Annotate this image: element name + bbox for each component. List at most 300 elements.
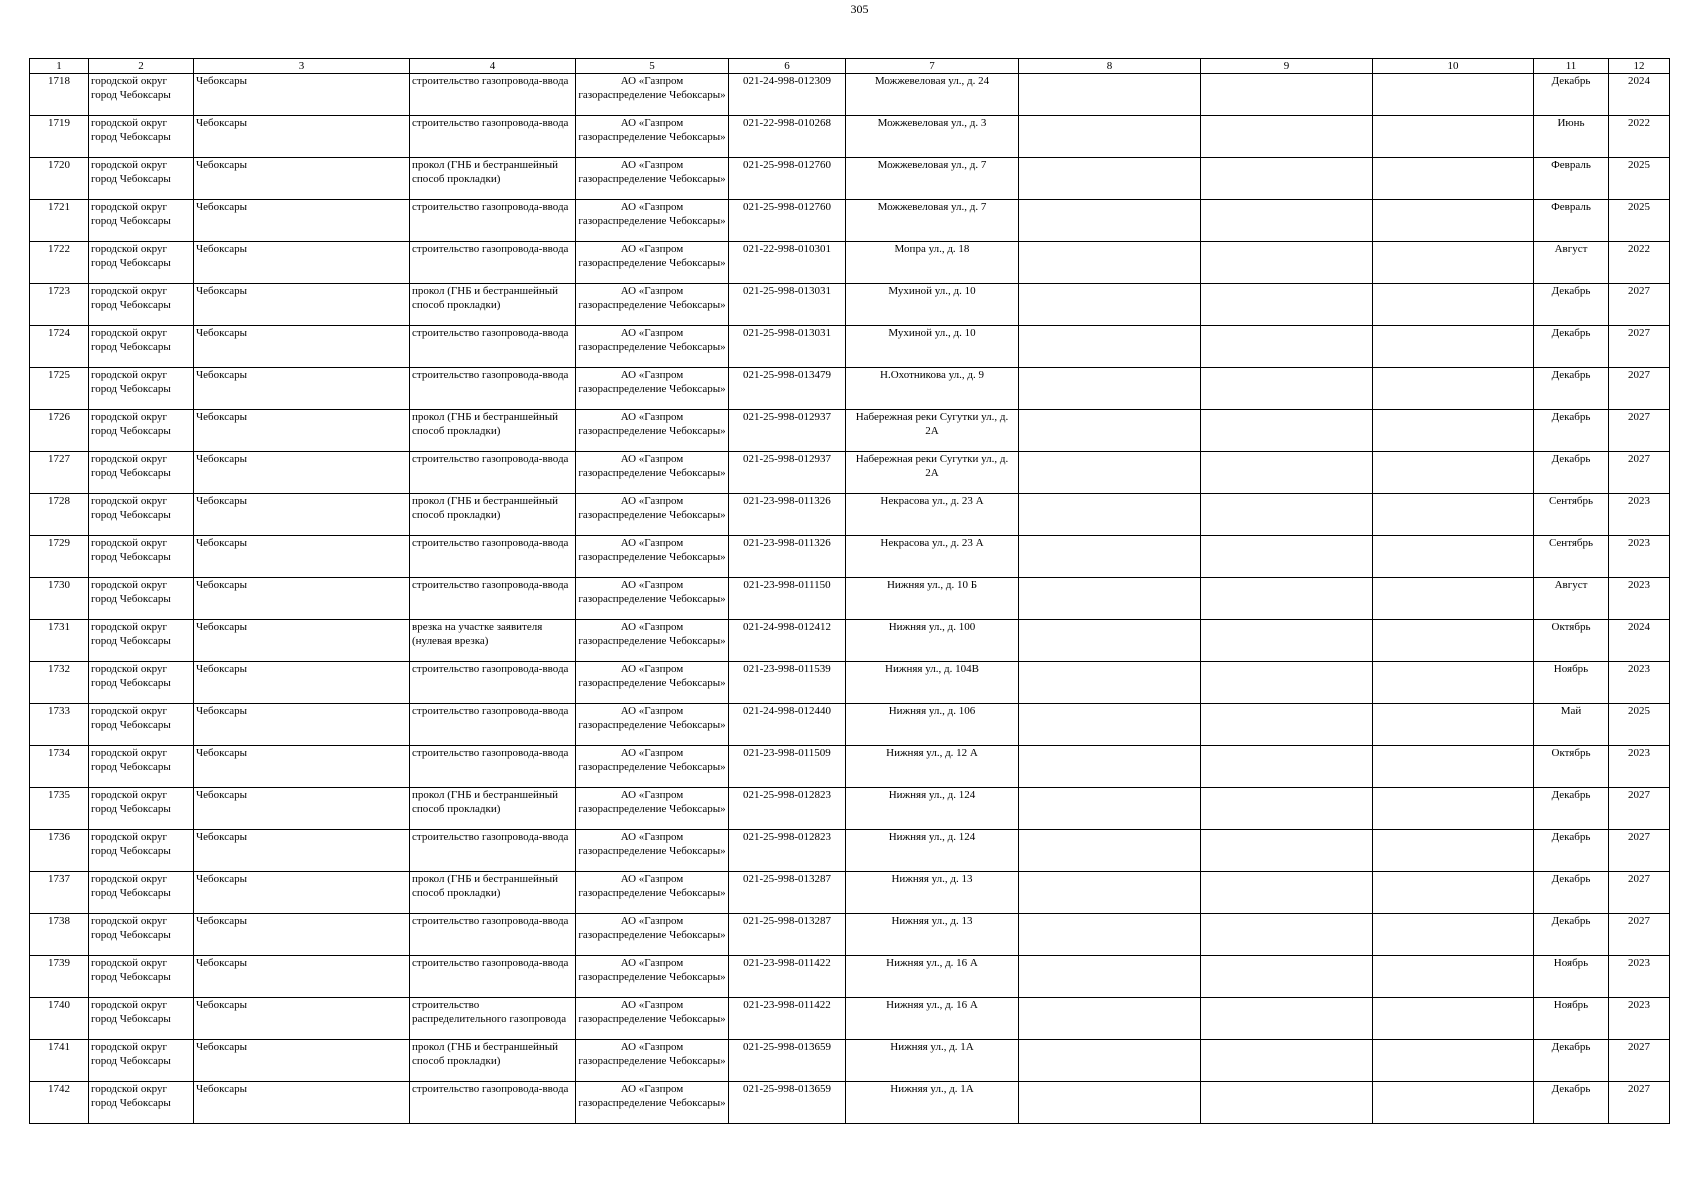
year-cell-text: 2027 <box>1628 453 1650 465</box>
work-type-cell <box>410 410 576 452</box>
column-10-cell-text <box>1375 998 1531 1039</box>
column-8-cell <box>1019 998 1201 1040</box>
code-cell <box>729 284 846 326</box>
column-10-cell <box>1373 872 1534 914</box>
address-cell <box>846 494 1019 536</box>
organization-cell <box>576 914 729 956</box>
district-cell-text: городской округ город Чебоксары <box>91 243 171 269</box>
column-9-cell <box>1201 368 1373 410</box>
column-10-cell <box>1373 452 1534 494</box>
district-cell-text: городской округ город Чебоксары <box>91 873 171 899</box>
year-cell <box>1609 74 1670 116</box>
work-type-cell <box>410 872 576 914</box>
month-cell-text: Ноябрь <box>1553 663 1589 675</box>
city-cell-text: Чебоксары <box>196 369 247 381</box>
column-10-cell <box>1373 578 1534 620</box>
row-number-cell-text: 1737 <box>48 873 70 885</box>
column-10-cell-text <box>1375 662 1531 703</box>
organization-cell <box>576 368 729 410</box>
organization-cell <box>576 1082 729 1124</box>
table-row <box>30 368 1670 410</box>
organization-cell-text: АО «Газпром газораспределение Чебоксары» <box>578 75 726 101</box>
row-number-cell <box>30 746 89 788</box>
year-cell-text: 2022 <box>1628 117 1650 129</box>
year-cell-text: 2027 <box>1628 789 1650 801</box>
month-cell-text: Февраль <box>1551 159 1591 171</box>
work-type-cell <box>410 1082 576 1124</box>
organization-cell <box>576 662 729 704</box>
city-cell-text: Чебоксары <box>196 117 247 129</box>
city-cell-text: Чебоксары <box>196 663 247 675</box>
month-cell <box>1534 662 1609 704</box>
column-header: 11 <box>1534 59 1609 74</box>
month-cell <box>1534 578 1609 620</box>
address-cell-text: Нижняя ул., д. 13 <box>891 873 973 885</box>
column-9-cell-text <box>1203 1040 1370 1081</box>
year-cell-text: 2023 <box>1628 495 1650 507</box>
code-cell <box>729 116 846 158</box>
column-9-cell <box>1201 746 1373 788</box>
year-cell <box>1609 116 1670 158</box>
row-number-cell <box>30 914 89 956</box>
column-8-cell <box>1019 830 1201 872</box>
city-cell <box>194 1040 410 1082</box>
organization-cell <box>576 410 729 452</box>
year-cell-text: 2022 <box>1628 243 1650 255</box>
district-cell <box>89 74 194 116</box>
column-8-cell-text <box>1021 830 1198 871</box>
address-cell-text: Нижняя ул., д. 16 А <box>886 957 978 969</box>
column-8-cell <box>1019 914 1201 956</box>
code-cell-text: 021-25-998-012760 <box>743 159 831 171</box>
month-cell <box>1534 326 1609 368</box>
code-cell <box>729 746 846 788</box>
city-cell-text: Чебоксары <box>196 621 247 633</box>
work-type-cell <box>410 914 576 956</box>
district-cell-text: городской округ город Чебоксары <box>91 705 171 731</box>
address-cell <box>846 956 1019 998</box>
code-cell <box>729 494 846 536</box>
row-number-cell-text: 1720 <box>48 159 70 171</box>
row-number-cell-text: 1731 <box>48 621 70 633</box>
organization-cell <box>576 872 729 914</box>
organization-cell-text: АО «Газпром газораспределение Чебоксары» <box>578 663 726 689</box>
district-cell-text: городской округ город Чебоксары <box>91 1083 171 1109</box>
table-row <box>30 536 1670 578</box>
code-cell <box>729 662 846 704</box>
code-cell-text: 021-22-998-010268 <box>743 117 831 129</box>
month-cell <box>1534 830 1609 872</box>
organization-cell <box>576 494 729 536</box>
address-cell-text: Нижняя ул., д. 12 А <box>886 747 978 759</box>
data-table <box>29 58 1670 1124</box>
city-cell-text: Чебоксары <box>196 747 247 759</box>
work-type-cell <box>410 452 576 494</box>
column-9-cell <box>1201 830 1373 872</box>
column-8-cell <box>1019 1040 1201 1082</box>
code-cell-text: 021-24-998-012412 <box>743 621 831 633</box>
column-10-cell <box>1373 998 1534 1040</box>
address-cell-text: Нижняя ул., д. 100 <box>888 621 976 633</box>
row-number-cell <box>30 494 89 536</box>
year-cell-text: 2024 <box>1628 75 1650 87</box>
row-number-cell-text: 1724 <box>48 327 70 339</box>
code-cell <box>729 1082 846 1124</box>
month-cell <box>1534 788 1609 830</box>
year-cell <box>1609 1040 1670 1082</box>
row-number-cell <box>30 788 89 830</box>
year-cell-text: 2023 <box>1628 537 1650 549</box>
year-cell <box>1609 578 1670 620</box>
column-8-cell-text <box>1021 914 1198 955</box>
column-header: 1 <box>30 59 89 74</box>
work-type-cell-text: прокол (ГНБ и бестраншейный способ прокладки) <box>412 1041 559 1067</box>
column-9-cell-text <box>1203 74 1370 115</box>
column-10-cell <box>1373 536 1534 578</box>
column-8-cell-text <box>1021 284 1198 325</box>
column-10-cell-text <box>1375 452 1531 493</box>
year-cell-text: 2023 <box>1628 957 1650 969</box>
organization-cell <box>576 998 729 1040</box>
work-type-cell <box>410 830 576 872</box>
column-10-cell <box>1373 326 1534 368</box>
month-cell-text: Сентябрь <box>1548 537 1594 549</box>
work-type-cell <box>410 620 576 662</box>
row-number-cell-text: 1729 <box>48 537 70 549</box>
column-10-cell-text <box>1375 1082 1531 1123</box>
work-type-cell-text: прокол (ГНБ и бестраншейный способ прокладки) <box>412 159 559 185</box>
code-cell-text: 021-25-998-012760 <box>743 201 831 213</box>
address-cell <box>846 158 1019 200</box>
organization-cell-text: АО «Газпром газораспределение Чебоксары» <box>578 453 726 479</box>
column-header: 2 <box>89 59 194 74</box>
column-10-cell <box>1373 620 1534 662</box>
organization-cell-text: АО «Газпром газораспределение Чебоксары» <box>578 999 726 1025</box>
column-8-cell <box>1019 74 1201 116</box>
row-number-cell-text: 1736 <box>48 831 70 843</box>
month-cell-text: Декабрь <box>1551 873 1591 885</box>
row-number-cell <box>30 242 89 284</box>
column-9-cell <box>1201 872 1373 914</box>
column-8-cell <box>1019 536 1201 578</box>
organization-cell-text: АО «Газпром газораспределение Чебоксары» <box>578 243 726 269</box>
city-cell-text: Чебоксары <box>196 705 247 717</box>
column-9-cell-text <box>1203 662 1370 703</box>
column-9-cell-text <box>1203 116 1370 157</box>
work-type-cell <box>410 1040 576 1082</box>
city-cell <box>194 914 410 956</box>
column-9-cell-text <box>1203 326 1370 367</box>
column-10-cell-text <box>1375 746 1531 787</box>
column-9-cell <box>1201 1082 1373 1124</box>
row-number-cell-text: 1730 <box>48 579 70 591</box>
month-cell-text: Ноябрь <box>1553 957 1589 969</box>
city-cell <box>194 200 410 242</box>
month-cell-text: Декабрь <box>1551 369 1591 381</box>
column-10-cell-text <box>1375 788 1531 829</box>
organization-cell <box>576 746 729 788</box>
month-cell-text: Август <box>1554 579 1588 591</box>
table-row <box>30 158 1670 200</box>
address-cell-text: Н.Охотникова ул., д. 9 <box>880 369 984 381</box>
district-cell <box>89 200 194 242</box>
address-cell <box>846 830 1019 872</box>
month-cell <box>1534 452 1609 494</box>
column-8-cell <box>1019 242 1201 284</box>
column-8-cell <box>1019 872 1201 914</box>
organization-cell-text: АО «Газпром газораспределение Чебоксары» <box>578 537 726 563</box>
organization-cell-text: АО «Газпром газораспределение Чебоксары» <box>578 369 726 395</box>
column-header: 12 <box>1609 59 1670 74</box>
column-9-cell <box>1201 998 1373 1040</box>
city-cell-text: Чебоксары <box>196 831 247 843</box>
column-10-cell <box>1373 1040 1534 1082</box>
district-cell <box>89 1040 194 1082</box>
address-cell-text: Можжевеловая ул., д. 7 <box>877 201 987 213</box>
column-9-cell <box>1201 620 1373 662</box>
column-9-cell <box>1201 788 1373 830</box>
column-9-cell-text <box>1203 1082 1370 1123</box>
work-type-cell <box>410 200 576 242</box>
column-9-cell-text <box>1203 620 1370 661</box>
row-number-cell <box>30 200 89 242</box>
year-cell <box>1609 662 1670 704</box>
code-cell <box>729 830 846 872</box>
table-row <box>30 830 1670 872</box>
organization-cell <box>576 956 729 998</box>
work-type-cell-text: строительство газопровода-ввода <box>412 327 569 339</box>
month-cell-text: Июнь <box>1557 117 1585 129</box>
column-8-cell <box>1019 662 1201 704</box>
address-cell <box>846 368 1019 410</box>
organization-cell <box>576 116 729 158</box>
column-9-cell <box>1201 956 1373 998</box>
address-cell <box>846 536 1019 578</box>
column-8-cell <box>1019 200 1201 242</box>
code-cell-text: 021-22-998-010301 <box>743 243 831 255</box>
column-10-cell <box>1373 956 1534 998</box>
column-10-cell-text <box>1375 914 1531 955</box>
table-row <box>30 704 1670 746</box>
row-number-cell <box>30 158 89 200</box>
column-9-cell-text <box>1203 242 1370 283</box>
district-cell <box>89 998 194 1040</box>
row-number-cell-text: 1722 <box>48 243 70 255</box>
column-9-cell-text <box>1203 998 1370 1039</box>
year-cell-text: 2027 <box>1628 831 1650 843</box>
work-type-cell-text: прокол (ГНБ и бестраншейный способ прокладки) <box>412 285 559 311</box>
work-type-cell <box>410 746 576 788</box>
row-number-cell-text: 1733 <box>48 705 70 717</box>
city-cell <box>194 242 410 284</box>
city-cell-text: Чебоксары <box>196 873 247 885</box>
year-cell <box>1609 536 1670 578</box>
code-cell <box>729 1040 846 1082</box>
address-cell <box>846 116 1019 158</box>
column-9-cell-text <box>1203 788 1370 829</box>
city-cell-text: Чебоксары <box>196 789 247 801</box>
year-cell-text: 2023 <box>1628 663 1650 675</box>
row-number-cell <box>30 620 89 662</box>
code-cell-text: 021-25-998-013659 <box>743 1041 831 1053</box>
month-cell <box>1534 1082 1609 1124</box>
work-type-cell <box>410 74 576 116</box>
code-cell <box>729 200 846 242</box>
month-cell <box>1534 704 1609 746</box>
address-cell <box>846 200 1019 242</box>
table-row <box>30 788 1670 830</box>
code-cell-text: 021-25-998-013479 <box>743 369 831 381</box>
organization-cell-text: АО «Газпром газораспределение Чебоксары» <box>578 915 726 941</box>
city-cell <box>194 326 410 368</box>
column-9-cell-text <box>1203 452 1370 493</box>
month-cell <box>1534 410 1609 452</box>
city-cell-text: Чебоксары <box>196 579 247 591</box>
work-type-cell-text: прокол (ГНБ и бестраншейный способ прокладки) <box>412 789 559 815</box>
column-8-cell-text <box>1021 620 1198 661</box>
district-cell-text: городской округ город Чебоксары <box>91 579 171 605</box>
column-8-cell-text <box>1021 746 1198 787</box>
column-9-cell <box>1201 494 1373 536</box>
address-cell-text: Нижняя ул., д. 13 <box>891 915 973 927</box>
column-9-cell-text <box>1203 578 1370 619</box>
work-type-cell-text: строительство газопровода-ввода <box>412 747 569 759</box>
code-cell-text: 021-23-998-011422 <box>743 999 831 1011</box>
work-type-cell-text: прокол (ГНБ и бестраншейный способ прокладки) <box>412 411 559 437</box>
address-cell-text: Можжевеловая ул., д. 7 <box>877 159 987 171</box>
column-header: 8 <box>1019 59 1201 74</box>
table-row <box>30 452 1670 494</box>
row-number-cell-text: 1726 <box>48 411 70 423</box>
city-cell <box>194 578 410 620</box>
column-8-cell-text <box>1021 158 1198 199</box>
district-cell-text: городской округ город Чебоксары <box>91 747 171 773</box>
column-10-cell <box>1373 158 1534 200</box>
year-cell <box>1609 788 1670 830</box>
work-type-cell-text: строительство газопровода-ввода <box>412 1083 569 1095</box>
row-number-cell-text: 1718 <box>48 75 70 87</box>
month-cell-text: Декабрь <box>1551 831 1591 843</box>
column-10-cell <box>1373 788 1534 830</box>
column-9-cell-text <box>1203 368 1370 409</box>
column-8-cell-text <box>1021 116 1198 157</box>
column-8-cell-text <box>1021 578 1198 619</box>
month-cell-text: Декабрь <box>1551 327 1591 339</box>
work-type-cell-text: строительство газопровода-ввода <box>412 831 569 843</box>
column-8-cell-text <box>1021 1040 1198 1081</box>
organization-cell <box>576 704 729 746</box>
code-cell <box>729 872 846 914</box>
year-cell-text: 2023 <box>1628 747 1650 759</box>
district-cell-text: городской округ город Чебоксары <box>91 75 171 101</box>
address-cell-text: Нижняя ул., д. 106 <box>888 705 976 717</box>
table-row <box>30 620 1670 662</box>
row-number-cell-text: 1742 <box>48 1083 70 1095</box>
address-cell-text: Мухиной ул., д. 10 <box>888 327 976 339</box>
column-10-cell-text <box>1375 872 1531 913</box>
code-cell <box>729 956 846 998</box>
table-row <box>30 746 1670 788</box>
month-cell <box>1534 1040 1609 1082</box>
column-10-cell <box>1373 242 1534 284</box>
city-cell-text: Чебоксары <box>196 537 247 549</box>
district-cell <box>89 452 194 494</box>
year-cell <box>1609 1082 1670 1124</box>
column-10-cell-text <box>1375 620 1531 661</box>
organization-cell-text: АО «Газпром газораспределение Чебоксары» <box>578 117 726 143</box>
address-cell <box>846 788 1019 830</box>
year-cell-text: 2024 <box>1628 621 1650 633</box>
district-cell-text: городской округ город Чебоксары <box>91 1041 171 1067</box>
code-cell <box>729 368 846 410</box>
year-cell <box>1609 914 1670 956</box>
city-cell-text: Чебоксары <box>196 243 247 255</box>
city-cell <box>194 284 410 326</box>
column-10-cell <box>1373 746 1534 788</box>
column-header: 6 <box>729 59 846 74</box>
address-cell <box>846 452 1019 494</box>
district-cell-text: городской округ город Чебоксары <box>91 453 171 479</box>
work-type-cell <box>410 116 576 158</box>
organization-cell <box>576 578 729 620</box>
code-cell <box>729 788 846 830</box>
code-cell-text: 021-24-998-012309 <box>743 75 831 87</box>
column-9-cell-text <box>1203 494 1370 535</box>
column-10-cell-text <box>1375 704 1531 745</box>
code-cell-text: 021-25-998-012823 <box>743 831 831 843</box>
code-cell <box>729 914 846 956</box>
city-cell-text: Чебоксары <box>196 1041 247 1053</box>
year-cell <box>1609 998 1670 1040</box>
column-9-cell <box>1201 284 1373 326</box>
column-8-cell-text <box>1021 494 1198 535</box>
district-cell-text: городской округ город Чебоксары <box>91 789 171 815</box>
table-row <box>30 116 1670 158</box>
column-8-cell <box>1019 704 1201 746</box>
year-cell-text: 2027 <box>1628 411 1650 423</box>
row-number-cell-text: 1739 <box>48 957 70 969</box>
work-type-cell <box>410 662 576 704</box>
work-type-cell-text: строительство газопровода-ввода <box>412 957 569 969</box>
district-cell <box>89 830 194 872</box>
city-cell <box>194 536 410 578</box>
district-cell-text: городской округ город Чебоксары <box>91 537 171 563</box>
column-8-cell-text <box>1021 998 1198 1039</box>
column-10-cell-text <box>1375 1040 1531 1081</box>
year-cell <box>1609 704 1670 746</box>
address-cell <box>846 998 1019 1040</box>
header-row <box>30 59 1670 74</box>
column-8-cell <box>1019 494 1201 536</box>
year-cell <box>1609 242 1670 284</box>
city-cell <box>194 452 410 494</box>
column-10-cell <box>1373 704 1534 746</box>
address-cell <box>846 578 1019 620</box>
column-8-cell <box>1019 452 1201 494</box>
column-8-cell-text <box>1021 368 1198 409</box>
column-10-cell <box>1373 284 1534 326</box>
work-type-cell <box>410 326 576 368</box>
address-cell <box>846 746 1019 788</box>
row-number-cell <box>30 578 89 620</box>
address-cell-text: Нижняя ул., д. 1А <box>890 1083 974 1095</box>
month-cell-text: Декабрь <box>1551 1041 1591 1053</box>
year-cell <box>1609 872 1670 914</box>
month-cell <box>1534 914 1609 956</box>
column-9-cell-text <box>1203 284 1370 325</box>
column-9-cell <box>1201 662 1373 704</box>
column-10-cell <box>1373 662 1534 704</box>
